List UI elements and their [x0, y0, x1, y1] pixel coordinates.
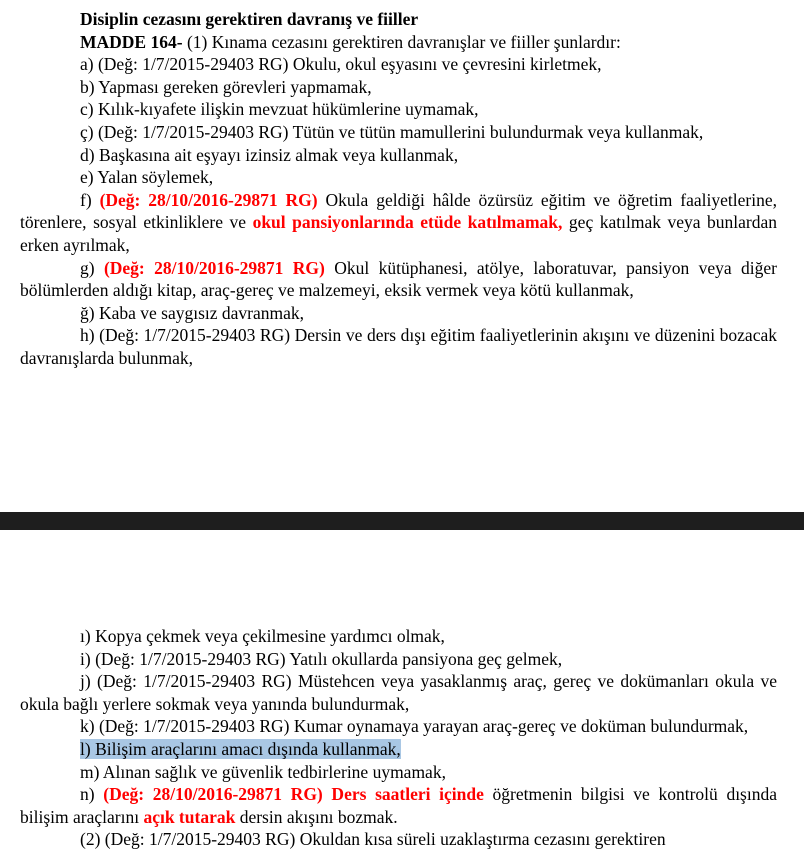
page-separator [0, 512, 804, 530]
item-next-partial: (2) (Değ: 1/7/2015-29403 RG) Okuldan kısa süreli uzaklaştırma cezasını gerektiren [80, 829, 666, 850]
item-i: i) (Değ: 1/7/2015-29403 RG) Yatılı okullarda pansiyona geç gelmek, [80, 648, 563, 669]
item-g [20, 257, 777, 302]
article-intro-text: (1) Kınama cezasını gerektiren davranışlar ve fiiller şunlardır: [182, 31, 621, 52]
item-b: b) Yapması gereken görevleri yapmamak, [80, 76, 372, 97]
item-n-amendment: (Değ: 28/10/2016-29871 RG) [103, 784, 323, 805]
section-heading: Disiplin cezasını gerektiren davranış ve fiiller [80, 9, 419, 29]
item-j: j) (Değ: 1/7/2015-29403 RG) Müstehcen veya yasaklanmış araç, gereç ve dokümanları okula ve okula bağlı yerlere sokmak veya yanında bulundurmak, [20, 671, 777, 714]
item-k: k) (Değ: 1/7/2015-29403 RG) Kumar oynamaya yarayan araç-gereç ve doküman bulundurmak, [80, 716, 749, 737]
item-l[interactable] [20, 738, 777, 761]
item-cc: ç) (Değ: 1/7/2015-29403 RG) Tütün ve tütün mamullerini bulundurmak veya kullanmak, [80, 121, 704, 142]
item-n-text-2: dersin akışını bozmak. [235, 806, 398, 827]
item-n-red-text-1: Ders saatleri içinde [322, 784, 484, 805]
item-d: d) Başkasına ait eşyayı izinsiz almak veya kullanmak, [80, 144, 459, 165]
article-label: MADDE 164- [80, 31, 183, 52]
item-g-prefix: g) [80, 257, 104, 278]
item-c: c) Kılık-kıyafete ilişkin mevzuat hükümlerine uymamak, [80, 99, 479, 120]
item-a: a) (Değ: 1/7/2015-29403 RG) Okulu, okul eşyasını ve çevresini kirletmek, [80, 54, 602, 75]
item-h: h) (Değ: 1/7/2015-29403 RG) Dersin ve ders dışı eğitim faaliyetlerinin akışını ve düzenini bozacak davranışlarda bulunmak, [20, 325, 777, 368]
item-f-text-1: Okula geldiği hâlde özürsüz eğitim ve öğretim faaliyetlerine, törenlere, sosyal etkinliklere ve [20, 189, 777, 233]
item-n-prefix: n) [80, 784, 104, 805]
article-intro [20, 31, 777, 54]
item-n-text-1: öğretmenin bilgisi ve kontrolü dışında bilişim araçlarını [20, 784, 777, 827]
document-page-2 [0, 530, 804, 859]
item-f-red-text: okul pansiyonlarında etüde katılmamak, [252, 212, 563, 233]
item-e: e) Yalan söylemek, [80, 167, 214, 188]
item-ii: ı) Kopya çekmek veya çekilmesine yardımcı olmak, [80, 626, 445, 646]
page-1-text [20, 8, 777, 370]
item-n [20, 783, 777, 828]
item-g-text: Okul kütüphanesi, atölye, laboratuvar, pansiyon veya diğer bölümlerden aldığı kitap, araç-gereç ve malzemeyi, eksik vermek veya kötü kullanmak, [20, 257, 777, 301]
item-n-red-text-2: açık tutarak [143, 806, 236, 827]
item-m: m) Alınan sağlık ve güvenlik tedbirlerine uymamak, [80, 761, 446, 782]
item-f [20, 189, 777, 257]
selected-text[interactable]: l) Bilişim araçlarını amacı dışında kullanmak, [80, 738, 401, 759]
item-gg: ğ) Kaba ve saygısız davranmak, [80, 302, 305, 323]
item-g-amendment: (Değ: 28/10/2016-29871 RG) [103, 257, 325, 278]
page-2-text [20, 625, 777, 851]
item-f-amendment: (Değ: 28/10/2016-29871 RG) [99, 189, 318, 210]
item-f-prefix: f) [80, 189, 100, 210]
item-f-text-2: geç katılmak veya bunlardan erken ayrılmak, [20, 212, 777, 255]
